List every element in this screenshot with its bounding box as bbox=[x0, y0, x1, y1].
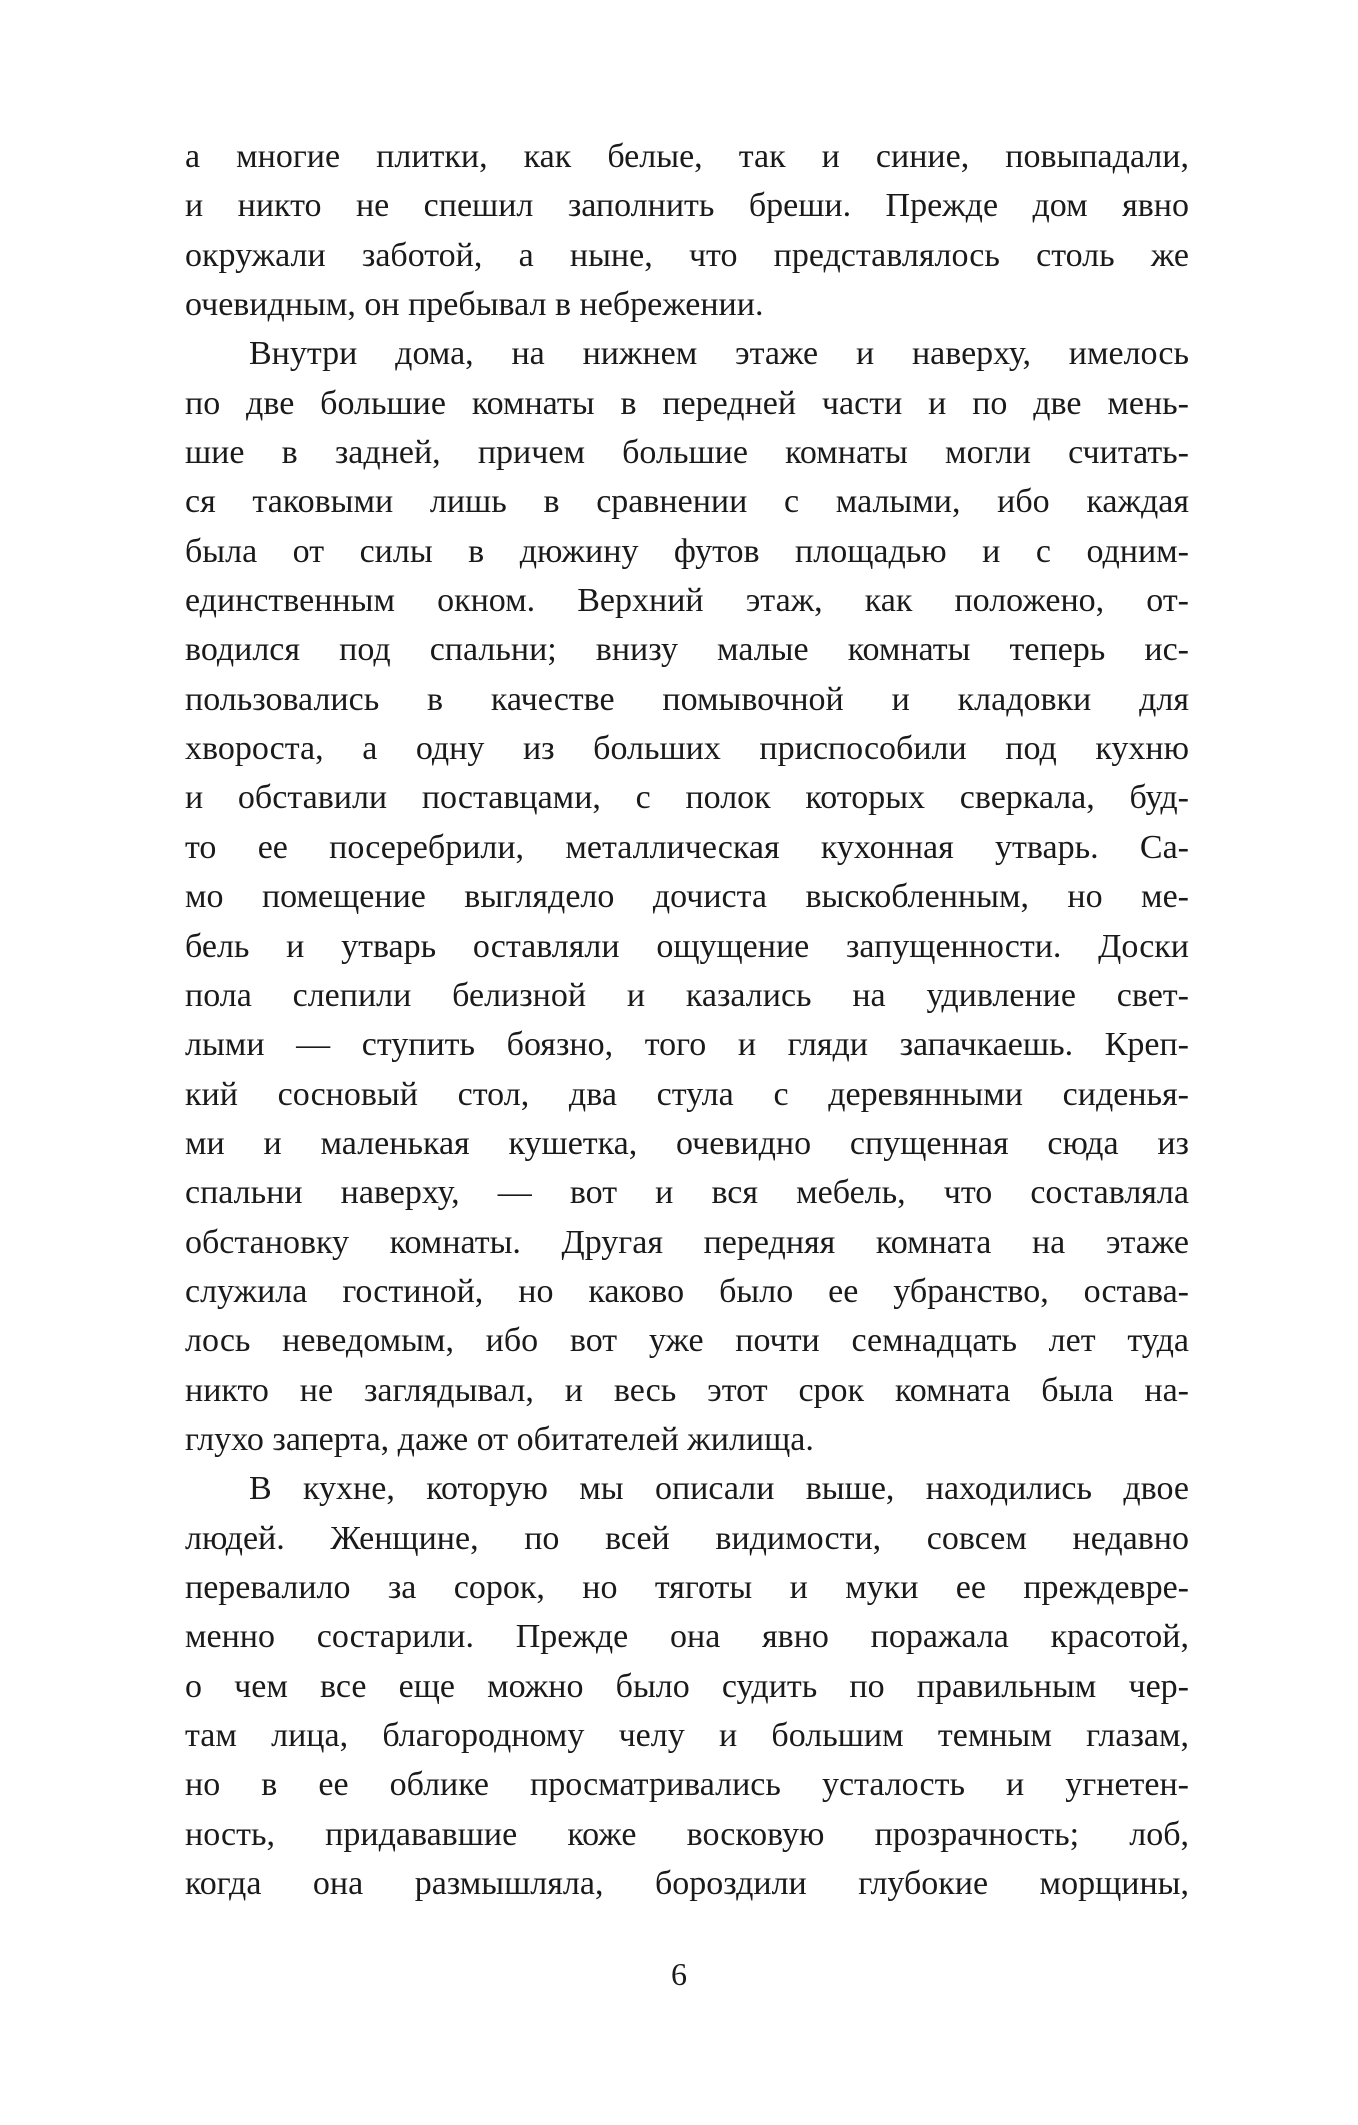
text-line: ся таковыми лишь в сравнении с малыми, ибо каждая bbox=[185, 483, 1189, 521]
text-line: единственным окном. Верхний этаж, как положено, от- bbox=[185, 582, 1189, 620]
text-line: обстановку комнаты. Другая передняя комната на этаже bbox=[185, 1223, 1189, 1261]
text-line: людей. Женщине, по всей видимости, совсем недавно bbox=[185, 1519, 1189, 1557]
text-line: ми и маленькая кушетка, очевидно спущенная сюда из bbox=[185, 1124, 1189, 1162]
text-line: спальни наверху, — вот и вся мебель, что составляла bbox=[185, 1174, 1189, 1212]
text-line: менно состарили. Прежде она явно поражала красотой, bbox=[185, 1618, 1189, 1656]
text-line: кий сосновый стол, два стула с деревянными сиденья- bbox=[185, 1075, 1189, 1113]
text-line: пользовались в качестве помывочной и кладовки для bbox=[185, 680, 1189, 718]
text-line: хвороста, а одну из больших приспособили под кухню bbox=[185, 730, 1189, 768]
paragraph bbox=[185, 132, 1189, 329]
body-text bbox=[185, 132, 1189, 1908]
text-line: служила гостиной, но каково было ее убранство, остава- bbox=[185, 1272, 1189, 1310]
text-line: была от силы в дюжину футов площадью и с одним- bbox=[185, 532, 1189, 570]
text-line: и обставили поставцами, с полок которых сверкала, буд- bbox=[185, 779, 1189, 817]
text-line: Внутри дома, на нижнем этаже и наверху, имелось bbox=[249, 335, 1189, 373]
text-line: окружали заботой, а ныне, что представлялось столь же bbox=[185, 236, 1189, 274]
text-line: очевидным, он пребывал в небрежении. bbox=[185, 286, 764, 324]
text-line: шие в задней, причем большие комнаты могли считать- bbox=[185, 434, 1189, 472]
text-line: пола слепили белизной и казались на удивление свет- bbox=[185, 976, 1189, 1014]
text-line: о чем все еще можно было судить по правильным чер- bbox=[185, 1667, 1189, 1705]
text-line: а многие плитки, как белые, так и синие, повыпадали, bbox=[185, 138, 1189, 175]
paragraph bbox=[185, 1464, 1189, 1908]
text-line: лыми — ступить боязно, того и гляди запачкаешь. Креп- bbox=[185, 1026, 1189, 1064]
text-line: мо помещение выглядело дочиста выскобленным, но ме- bbox=[185, 878, 1189, 916]
text-line: бель и утварь оставляли ощущение запущенности. Доски bbox=[185, 927, 1189, 965]
text-line: никто не заглядывал, и весь этот срок комната была на- bbox=[185, 1371, 1189, 1409]
text-line: лось неведомым, ибо вот уже почти семнадцать лет туда bbox=[185, 1322, 1189, 1360]
text-line: и никто не спешил заполнить бреши. Прежде дом явно bbox=[185, 187, 1189, 225]
text-line: водился под спальни; внизу малые комнаты теперь ис- bbox=[185, 631, 1189, 669]
text-line: В кухне, которую мы описали выше, находились двое bbox=[249, 1470, 1189, 1508]
text-line: там лица, благородному челу и большим темным глазам, bbox=[185, 1717, 1189, 1754]
paragraph bbox=[185, 329, 1189, 1464]
text-line: то ее посеребрили, металлическая кухонная утварь. Са- bbox=[185, 828, 1189, 866]
text-line: ность, придававшие коже восковую прозрачность; лоб, bbox=[185, 1815, 1189, 1853]
text-line: когда она размышляла, бороздили глубокие морщины, bbox=[185, 1865, 1189, 1903]
page-number: 6 bbox=[671, 1956, 687, 1992]
text-line: глухо заперта, даже от обитателей жилища. bbox=[185, 1420, 814, 1458]
text-line: по две большие комнаты в передней части и по две мень- bbox=[185, 384, 1189, 422]
text-line: но в ее облике просматривались усталость и угнетен- bbox=[185, 1766, 1189, 1804]
text-line: перевалило за сорок, но тяготы и муки ее преждевре- bbox=[185, 1568, 1189, 1606]
